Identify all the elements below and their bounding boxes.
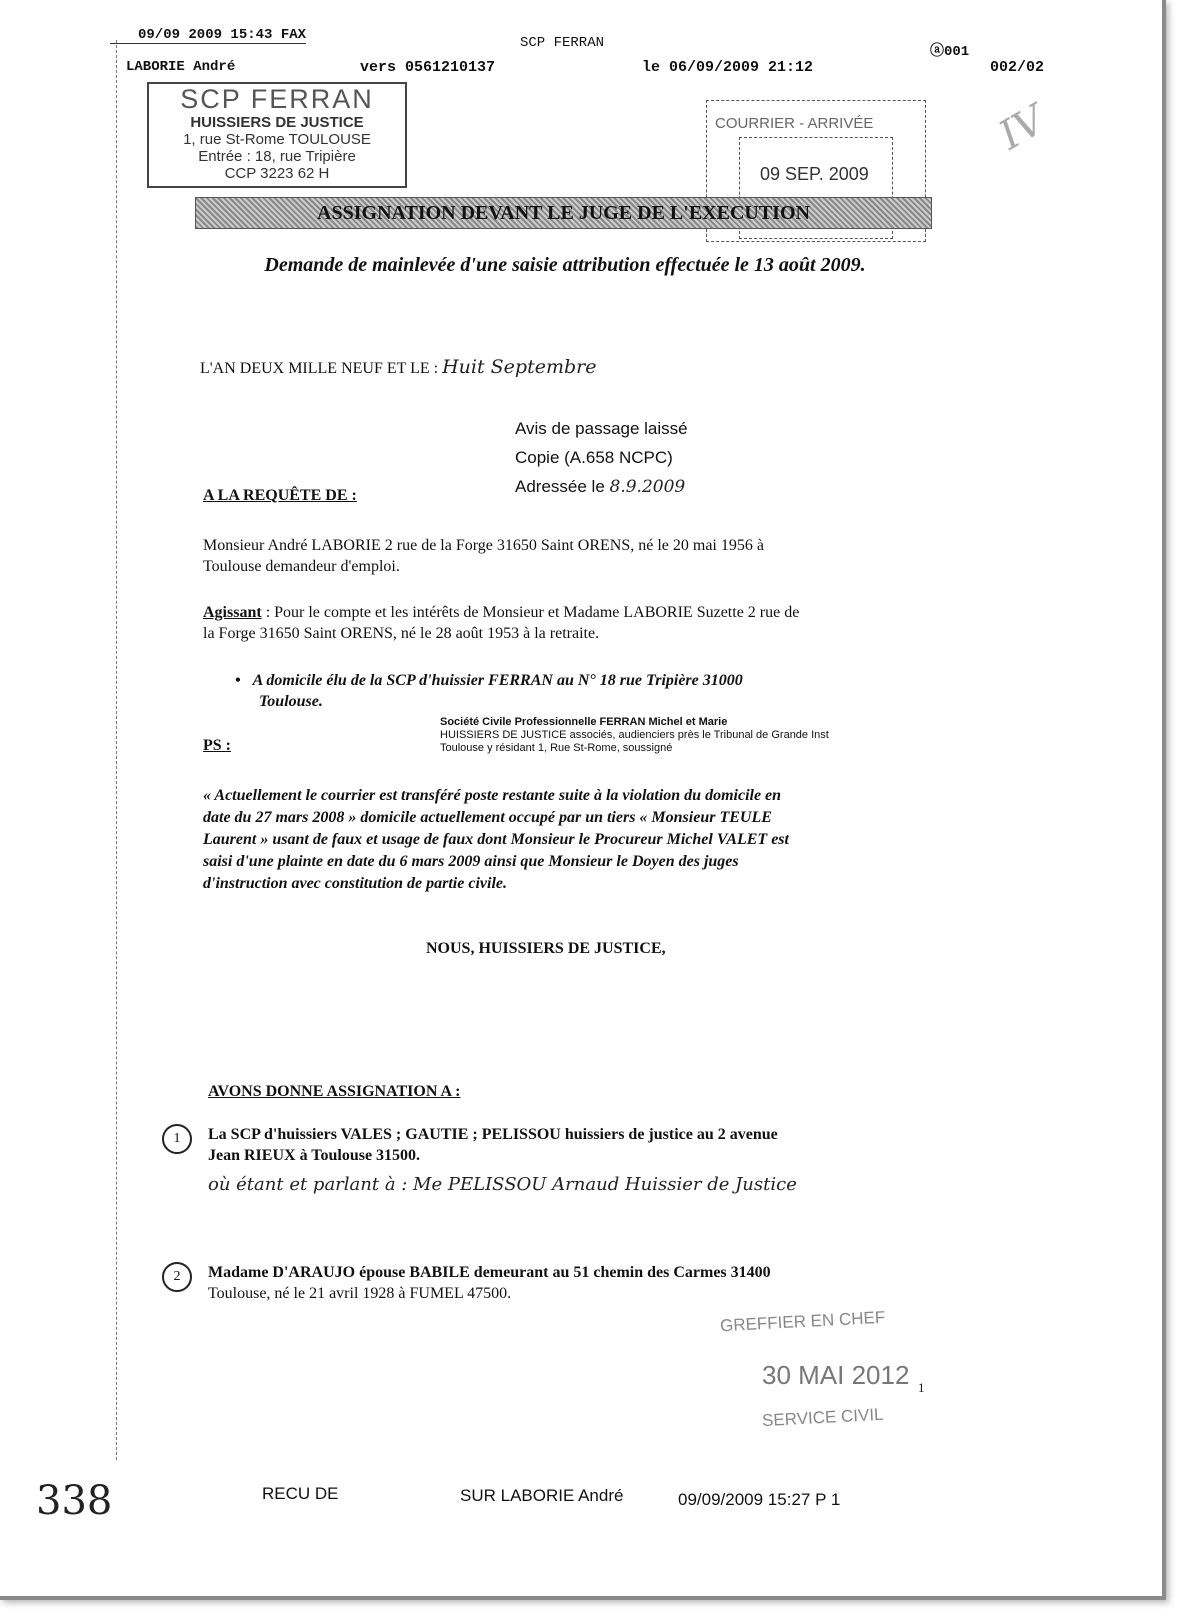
footer-recu: RECU DE — [262, 1484, 339, 1503]
avis-block — [515, 414, 688, 502]
stamp-line: Société Civile Professionnelle FERRAN Michel et Marie — [440, 716, 728, 728]
requerant — [203, 535, 764, 577]
footer-datetime: 09/09/2009 15:27 P 1 — [678, 1490, 841, 1509]
stamp-line: HUISSIERS DE JUSTICE — [190, 114, 364, 131]
fax-page-code: ⓐ001 — [930, 44, 970, 60]
date-line — [200, 356, 596, 378]
text-line: Jean RIEUX à Toulouse 31500. — [208, 1147, 421, 1164]
greffier-title: GREFFIER EN CHEF — [719, 1307, 886, 1336]
fax-sender: SCP FERRAN — [520, 35, 605, 51]
stamp-line: CCP 3223 62 H — [224, 165, 330, 182]
text-line: Toulouse demandeur d'emploi. — [203, 558, 400, 575]
ferran-stamp — [147, 82, 407, 188]
document-title: ASSIGNATION DEVANT LE JUGE DE L'EXECUTION — [195, 197, 932, 229]
party-handwritten: où étant et parlant à : Me PELISSOU Arnaud Huissier de Justice — [208, 1174, 797, 1195]
requete-heading: A LA REQUÊTE DE : — [203, 487, 357, 504]
party-2 — [162, 1262, 771, 1304]
greffier-date: 30 MAI 2012 — [762, 1360, 910, 1390]
ps-paragraph — [203, 785, 789, 895]
text-line: la Forge 31650 Saint ORENS, né le 28 août 1953 à la retraite. — [203, 625, 600, 642]
avis-line: Avis de passage laissé — [515, 419, 688, 438]
domicile-bullet: • A domicile élu de la SCP d'huissier FERRAN au N° 18 rue Tripière 31000 Toulouse. — [235, 672, 743, 710]
scp-stamp — [440, 716, 829, 755]
agissant-label: Agissant — [203, 604, 262, 621]
text-line: Monsieur André LABORIE 2 rue de la Forge 31650 Saint ORENS, né le 20 mai 1956 à — [203, 537, 764, 554]
date-label: L'AN DEUX MILLE NEUF ET LE : — [200, 360, 439, 377]
roman-mark: IV — [991, 96, 1054, 160]
text-line: saisi d'une plainte en date du 6 mars 2009 ainsi que Monsieur le Doyen des juges — [203, 853, 739, 870]
courrier-date: 09 SEP. 2009 — [760, 164, 869, 184]
courrier-label: COURRIER - ARRIVÉE — [715, 115, 874, 132]
fax-date: le 06/09/2009 21:12 — [642, 59, 814, 76]
text-line: d'instruction avec constitution de partie civile. — [203, 875, 507, 892]
text-line: Toulouse. — [259, 693, 323, 710]
fax-from: LABORIE André — [126, 59, 236, 75]
party-number: 1 — [162, 1124, 192, 1154]
fax-pages: 002/02 — [990, 59, 1045, 76]
page-number: 1 — [918, 1380, 925, 1395]
stamp-line: Entrée : 18, rue Tripière — [198, 148, 356, 165]
nous-heading: NOUS, HUISSIERS DE JUSTICE, — [426, 940, 666, 957]
text-line: : Pour le compte et les intérêts de Monsieur et Madame LABORIE Suzette 2 rue de — [261, 604, 800, 621]
text-line: Madame D'ARAUJO épouse BABILE demeurant au 51 chemin des Carmes 31400 — [208, 1264, 771, 1281]
avis-line: Copie (A.658 NCPC) — [515, 448, 673, 467]
text-line: Toulouse, né le 21 avril 1928 à FUMEL 47500. — [208, 1285, 512, 1302]
handwritten-number: 338 — [36, 1478, 113, 1524]
margin-line — [116, 40, 117, 1460]
ps-label: PS : — [203, 737, 231, 754]
document-subtitle: Demande de mainlevée d'une saisie attribution effectuée le 13 août 2009. — [264, 254, 866, 276]
fax-datetime: 09/09 2009 15:43 FAX — [110, 27, 306, 44]
agissant — [203, 602, 799, 644]
avis-date: 8.9.2009 — [609, 477, 686, 497]
avons-heading: AVONS DONNE ASSIGNATION A : — [208, 1083, 461, 1100]
avis-line: Adressée le — [515, 477, 605, 496]
stamp-line: HUISSIERS DE JUSTICE associés, audienciers près le Tribunal de Grande Inst — [440, 729, 829, 741]
stamp-line: SCP FERRAN — [180, 84, 374, 114]
footer-sur: SUR LABORIE André — [460, 1486, 624, 1505]
text-line: date du 27 mars 2008 » domicile actuellement occupé par un tiers « Monsieur TEULE — [203, 809, 772, 826]
text-line: A domicile élu de la SCP d'huissier FERRAN au N° 18 rue Tripière 31000 — [252, 672, 743, 689]
party-number: 2 — [162, 1262, 192, 1292]
text-line: « Actuellement le courrier est transféré poste restante suite à la violation du domicile en — [203, 787, 782, 804]
party-1 — [162, 1124, 797, 1195]
greffier-service: SERVICE CIVIL — [761, 1404, 884, 1431]
stamp-line: 1, rue St-Rome TOULOUSE — [183, 131, 371, 148]
fax-to: vers 0561210137 — [360, 59, 496, 76]
stamp-line: Toulouse y résidant 1, Rue St-Rome, soussigné — [440, 742, 673, 754]
text-line: La SCP d'huissiers VALES ; GAUTIE ; PELISSOU huissiers de justice au 2 avenue — [208, 1126, 778, 1143]
text-line: Laurent » usant de faux et usage de faux dont Monsieur le Procureur Michel VALET est — [203, 831, 789, 848]
date-handwritten: Huit Septembre — [442, 356, 597, 378]
